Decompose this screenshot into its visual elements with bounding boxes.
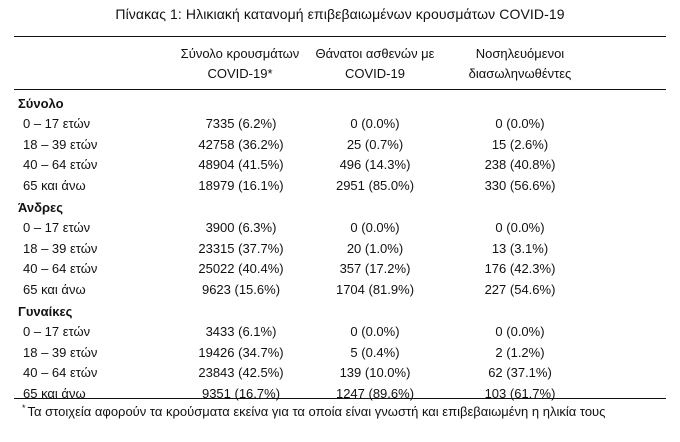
cases-cell: 18979 (16.1%) — [198, 177, 284, 193]
intubated-cell: 13 (3.1%) — [491, 240, 549, 256]
table-row — [18, 114, 658, 135]
header-intubated — [455, 44, 585, 84]
deaths-cell: 0 (0.0%) — [350, 220, 400, 235]
header-deaths — [300, 44, 450, 84]
deaths-cell: 2951 (85.0%) — [335, 177, 415, 193]
intubated-cell: 176 (42.3%) — [484, 261, 556, 277]
cases-cell: 9623 (15.6%) — [201, 281, 281, 297]
group-women — [18, 301, 658, 404]
footnote-marker: * — [22, 403, 26, 413]
intubated-cell: 62 (37.1%) — [488, 365, 552, 381]
top-rule — [14, 36, 666, 37]
deaths-cell: 0 (0.0%) — [350, 324, 400, 339]
intubated-cell: 238 (40.8%) — [484, 157, 556, 173]
header-intubated-line-2: διασωληνωθέντες — [468, 66, 572, 81]
header-total-cases-line-1: Σύνολο κρουσμάτων — [180, 46, 300, 61]
deaths-cell: 1704 (81.9%) — [335, 281, 415, 297]
bottom-rule — [14, 398, 666, 399]
table-row — [18, 280, 658, 301]
group-title: Άνδρες — [18, 200, 63, 215]
age-label: 65 και άνω — [23, 281, 86, 297]
age-label: 65 και άνω — [23, 177, 86, 193]
age-label: 18 – 39 ετών — [23, 344, 98, 360]
table-row — [18, 322, 658, 343]
cases-cell: 25022 (40.4%) — [198, 261, 284, 277]
intubated-cell: 15 (2.6%) — [491, 136, 549, 152]
footnote — [22, 403, 605, 419]
deaths-cell: 20 (1.0%) — [346, 240, 404, 256]
age-label: 18 – 39 ετών — [23, 240, 98, 256]
header-deaths-line-1: Θάνατοι ασθενών με — [315, 46, 435, 61]
table-row — [18, 343, 658, 364]
header-deaths-line-2: COVID-19 — [345, 66, 405, 81]
table-row — [18, 363, 658, 384]
deaths-cell: 25 (0.7%) — [346, 136, 404, 152]
table-row — [18, 259, 658, 280]
deaths-cell: 139 (10.0%) — [339, 365, 411, 381]
table-row — [18, 239, 658, 260]
intubated-cell: 103 (61.7%) — [484, 385, 556, 401]
age-label: 40 – 64 ετών — [23, 261, 98, 277]
cases-cell: 48904 (41.5%) — [198, 157, 284, 173]
age-label: 18 – 39 ετών — [23, 136, 98, 152]
age-label: 40 – 64 ετών — [23, 365, 98, 381]
age-label: 65 και άνω — [23, 385, 86, 401]
cases-cell: 7335 (6.2%) — [205, 116, 277, 131]
header-intubated-line-1: Νοσηλευόμενοι — [475, 46, 565, 61]
age-label: 0 – 17 ετών — [23, 324, 91, 339]
cases-cell: 19426 (34.7%) — [198, 344, 284, 360]
cases-cell: 42758 (36.2%) — [198, 136, 284, 152]
header-total-cases-line-2: COVID-19* — [207, 66, 273, 81]
intubated-cell: 2 (1.2%) — [495, 344, 545, 360]
table-title: Πίνακας 1: Ηλικιακή κατανομή επιβεβαιωμένων κρουσμάτων COVID-19 — [115, 6, 565, 22]
table-row — [18, 176, 658, 197]
cases-cell: 3433 (6.1%) — [205, 324, 277, 339]
table-row — [18, 155, 658, 176]
deaths-cell: 1247 (89.6%) — [335, 385, 415, 401]
deaths-cell: 496 (14.3%) — [339, 157, 411, 173]
table-row — [18, 135, 658, 156]
cases-cell: 9351 (16.7%) — [201, 385, 281, 401]
intubated-cell: 330 (56.6%) — [484, 177, 556, 193]
intubated-cell: 227 (54.6%) — [484, 281, 556, 297]
cases-cell: 23315 (37.7%) — [198, 240, 284, 256]
cases-cell: 23843 (42.5%) — [198, 365, 284, 381]
deaths-cell: 0 (0.0%) — [350, 116, 400, 131]
group-men — [18, 197, 658, 300]
intubated-cell: 0 (0.0%) — [495, 324, 545, 339]
intubated-cell: 0 (0.0%) — [495, 116, 545, 131]
intubated-cell: 0 (0.0%) — [495, 220, 545, 235]
group-title: Γυναίκες — [18, 304, 73, 319]
cases-cell: 3900 (6.3%) — [205, 220, 277, 235]
deaths-cell: 357 (17.2%) — [339, 261, 411, 277]
table-row — [18, 218, 658, 239]
age-label: 0 – 17 ετών — [23, 116, 91, 131]
age-label: 40 – 64 ετών — [23, 157, 98, 173]
header-rule — [14, 89, 666, 90]
age-label: 0 – 17 ετών — [23, 220, 91, 235]
footnote-text: Τα στοιχεία αφορούν τα κρούσματα εκείνα για τα οποία είναι γνωστή και επιβεβαιωμένη η ηλικία τους — [27, 404, 606, 419]
group-title: Σύνολο — [18, 96, 64, 111]
deaths-cell: 5 (0.4%) — [350, 344, 400, 360]
group-total — [18, 93, 658, 196]
table-row — [18, 384, 658, 405]
